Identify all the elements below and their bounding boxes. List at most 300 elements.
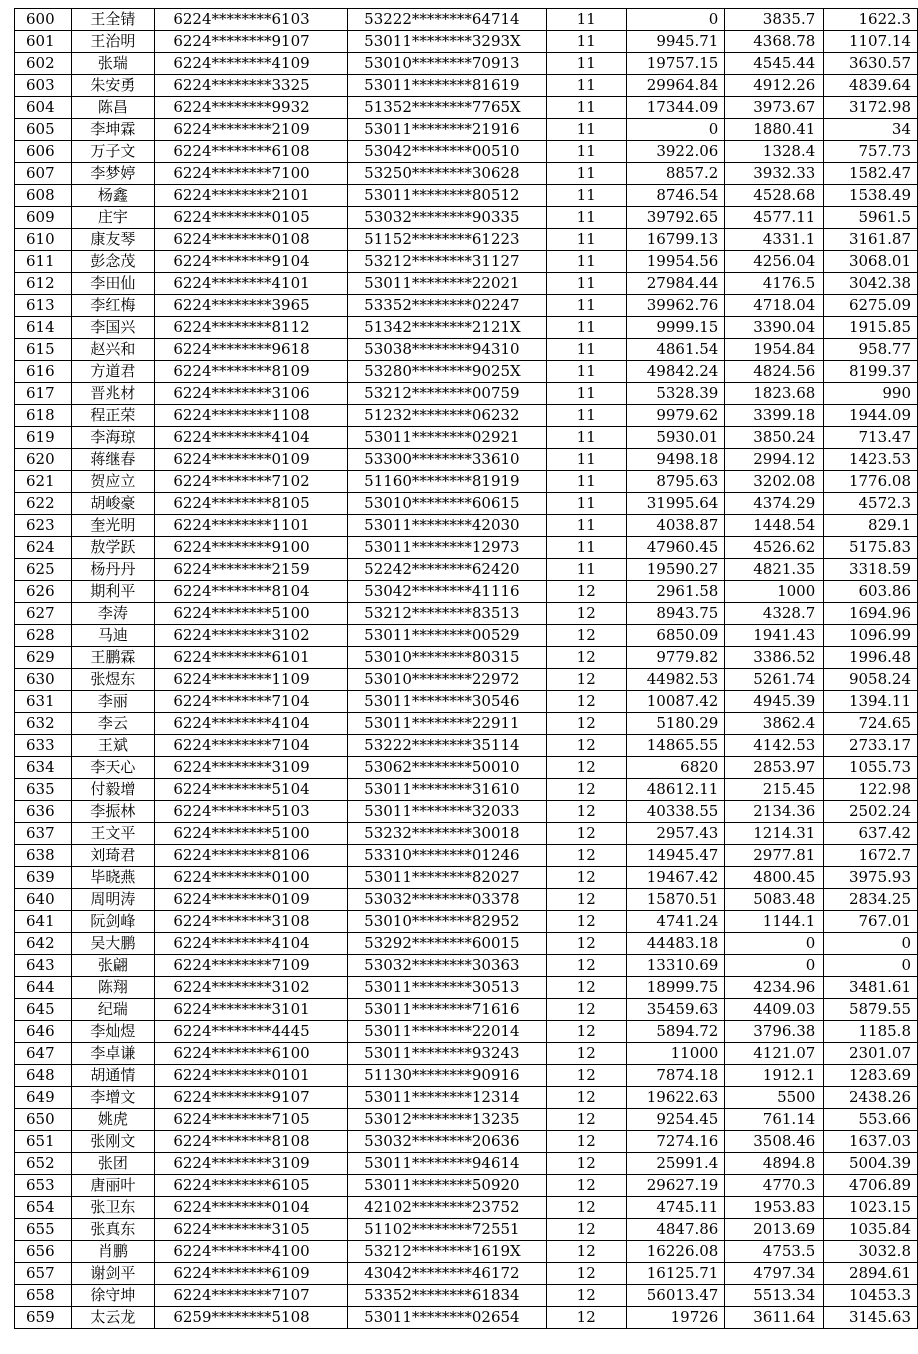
amount-2-cell: 4545.44 bbox=[725, 53, 824, 75]
row-number-cell: 652 bbox=[15, 1153, 72, 1175]
row-number-cell: 637 bbox=[15, 823, 72, 845]
amount-2-cell: 3835.7 bbox=[725, 9, 824, 31]
id-number-cell: 53250********30628 bbox=[348, 163, 547, 185]
amount-2-cell: 1328.4 bbox=[725, 141, 824, 163]
table-row bbox=[15, 779, 918, 801]
table-row bbox=[15, 757, 918, 779]
bank-card-number-cell: 6224********1108 bbox=[155, 405, 348, 427]
row-number-cell: 611 bbox=[15, 251, 72, 273]
table-row bbox=[15, 53, 918, 75]
amount-2-cell: 3202.08 bbox=[725, 471, 824, 493]
amount-3-cell: 8199.37 bbox=[824, 361, 918, 383]
amount-1-cell: 4038.87 bbox=[626, 515, 725, 537]
row-number-cell: 625 bbox=[15, 559, 72, 581]
id-number-cell: 53011********30546 bbox=[348, 691, 547, 713]
id-number-cell: 51102********72551 bbox=[348, 1219, 547, 1241]
amount-2-cell: 3611.64 bbox=[725, 1307, 824, 1329]
bank-card-number-cell: 6224********3325 bbox=[155, 75, 348, 97]
amount-1-cell: 5180.29 bbox=[626, 713, 725, 735]
row-number-cell: 645 bbox=[15, 999, 72, 1021]
amount-1-cell: 11000 bbox=[626, 1043, 725, 1065]
bank-card-number-cell: 6224********6108 bbox=[155, 141, 348, 163]
amount-1-cell: 39962.76 bbox=[626, 295, 725, 317]
person-name-cell: 蒋继春 bbox=[71, 449, 155, 471]
id-number-cell: 53222********35114 bbox=[348, 735, 547, 757]
amount-3-cell: 1107.14 bbox=[824, 31, 918, 53]
amount-3-cell: 1023.15 bbox=[824, 1197, 918, 1219]
amount-2-cell: 3862.4 bbox=[725, 713, 824, 735]
row-number-cell: 617 bbox=[15, 383, 72, 405]
row-number-cell: 627 bbox=[15, 603, 72, 625]
person-name-cell: 杨鑫 bbox=[71, 185, 155, 207]
person-name-cell: 李云 bbox=[71, 713, 155, 735]
amount-1-cell: 29627.19 bbox=[626, 1175, 725, 1197]
id-number-cell: 53212********00759 bbox=[348, 383, 547, 405]
group-number-cell: 11 bbox=[546, 537, 626, 559]
bank-card-number-cell: 6224********4101 bbox=[155, 273, 348, 295]
person-name-cell: 彭念茂 bbox=[71, 251, 155, 273]
bank-card-number-cell: 6224********8104 bbox=[155, 581, 348, 603]
person-name-cell: 张翩 bbox=[71, 955, 155, 977]
group-number-cell: 12 bbox=[546, 955, 626, 977]
amount-3-cell: 0 bbox=[824, 955, 918, 977]
person-name-cell: 奎光明 bbox=[71, 515, 155, 537]
amount-2-cell: 4945.39 bbox=[725, 691, 824, 713]
amount-3-cell: 3161.87 bbox=[824, 229, 918, 251]
row-number-cell: 609 bbox=[15, 207, 72, 229]
table-row bbox=[15, 31, 918, 53]
table-row bbox=[15, 75, 918, 97]
amount-1-cell: 2961.58 bbox=[626, 581, 725, 603]
bank-card-number-cell: 6224********6105 bbox=[155, 1175, 348, 1197]
id-number-cell: 53032********90335 bbox=[348, 207, 547, 229]
group-number-cell: 12 bbox=[546, 735, 626, 757]
bank-card-number-cell: 6224********5104 bbox=[155, 779, 348, 801]
person-name-cell: 张煜东 bbox=[71, 669, 155, 691]
row-number-cell: 633 bbox=[15, 735, 72, 757]
id-number-cell: 53011********02654 bbox=[348, 1307, 547, 1329]
group-number-cell: 12 bbox=[546, 625, 626, 647]
person-name-cell: 太云龙 bbox=[71, 1307, 155, 1329]
amount-1-cell: 6820 bbox=[626, 757, 725, 779]
table-row bbox=[15, 867, 918, 889]
bank-card-number-cell: 6224********0108 bbox=[155, 229, 348, 251]
amount-1-cell: 9254.45 bbox=[626, 1109, 725, 1131]
bank-card-number-cell: 6224********9932 bbox=[155, 97, 348, 119]
amount-1-cell: 16799.13 bbox=[626, 229, 725, 251]
bank-card-number-cell: 6224********2109 bbox=[155, 119, 348, 141]
person-name-cell: 程正荣 bbox=[71, 405, 155, 427]
id-number-cell: 53011********71616 bbox=[348, 999, 547, 1021]
bank-card-number-cell: 6224********3109 bbox=[155, 757, 348, 779]
amount-2-cell: 1912.1 bbox=[725, 1065, 824, 1087]
row-number-cell: 631 bbox=[15, 691, 72, 713]
table-row bbox=[15, 273, 918, 295]
amount-1-cell: 8795.63 bbox=[626, 471, 725, 493]
group-number-cell: 12 bbox=[546, 1043, 626, 1065]
row-number-cell: 636 bbox=[15, 801, 72, 823]
person-name-cell: 肖鹏 bbox=[71, 1241, 155, 1263]
id-number-cell: 53300********33610 bbox=[348, 449, 547, 471]
table-row bbox=[15, 1307, 918, 1329]
amount-2-cell: 3796.38 bbox=[725, 1021, 824, 1043]
amount-3-cell: 1055.73 bbox=[824, 757, 918, 779]
group-number-cell: 11 bbox=[546, 471, 626, 493]
table-row bbox=[15, 1241, 918, 1263]
table-row bbox=[15, 471, 918, 493]
id-number-cell: 53011********22021 bbox=[348, 273, 547, 295]
person-name-cell: 李涛 bbox=[71, 603, 155, 625]
amount-1-cell: 0 bbox=[626, 119, 725, 141]
group-number-cell: 12 bbox=[546, 823, 626, 845]
id-number-cell: 53011********12973 bbox=[348, 537, 547, 559]
group-number-cell: 11 bbox=[546, 317, 626, 339]
bank-card-number-cell: 6224********4109 bbox=[155, 53, 348, 75]
person-name-cell: 晋兆材 bbox=[71, 383, 155, 405]
table-row bbox=[15, 295, 918, 317]
table-row bbox=[15, 1087, 918, 1109]
bank-card-number-cell: 6224********0101 bbox=[155, 1065, 348, 1087]
bank-card-number-cell: 6224********0100 bbox=[155, 867, 348, 889]
bank-card-number-cell: 6224********0105 bbox=[155, 207, 348, 229]
row-number-cell: 622 bbox=[15, 493, 72, 515]
row-number-cell: 658 bbox=[15, 1285, 72, 1307]
table-row bbox=[15, 1065, 918, 1087]
person-name-cell: 王全锖 bbox=[71, 9, 155, 31]
bank-card-number-cell: 6224********7104 bbox=[155, 735, 348, 757]
row-number-cell: 632 bbox=[15, 713, 72, 735]
amount-3-cell: 1776.08 bbox=[824, 471, 918, 493]
group-number-cell: 11 bbox=[546, 273, 626, 295]
id-number-cell: 53010********22972 bbox=[348, 669, 547, 691]
amount-2-cell: 4577.11 bbox=[725, 207, 824, 229]
amount-3-cell: 4839.64 bbox=[824, 75, 918, 97]
bank-card-number-cell: 6224********5103 bbox=[155, 801, 348, 823]
person-name-cell: 王斌 bbox=[71, 735, 155, 757]
id-number-cell: 53010********60615 bbox=[348, 493, 547, 515]
group-number-cell: 12 bbox=[546, 647, 626, 669]
person-name-cell: 李梦婷 bbox=[71, 163, 155, 185]
row-number-cell: 612 bbox=[15, 273, 72, 295]
amount-1-cell: 16226.08 bbox=[626, 1241, 725, 1263]
table-row bbox=[15, 1021, 918, 1043]
amount-3-cell: 5004.39 bbox=[824, 1153, 918, 1175]
row-number-cell: 603 bbox=[15, 75, 72, 97]
row-number-cell: 650 bbox=[15, 1109, 72, 1131]
table-row bbox=[15, 493, 918, 515]
amount-3-cell: 713.47 bbox=[824, 427, 918, 449]
amount-3-cell: 1637.03 bbox=[824, 1131, 918, 1153]
amount-2-cell: 2134.36 bbox=[725, 801, 824, 823]
id-number-cell: 53352********61834 bbox=[348, 1285, 547, 1307]
amount-1-cell: 47960.45 bbox=[626, 537, 725, 559]
amount-2-cell: 2977.81 bbox=[725, 845, 824, 867]
table-row bbox=[15, 185, 918, 207]
bank-card-number-cell: 6224********4104 bbox=[155, 713, 348, 735]
id-number-cell: 53011********12314 bbox=[348, 1087, 547, 1109]
id-number-cell: 53222********64714 bbox=[348, 9, 547, 31]
person-name-cell: 李卓谦 bbox=[71, 1043, 155, 1065]
amount-1-cell: 5894.72 bbox=[626, 1021, 725, 1043]
amount-1-cell: 5930.01 bbox=[626, 427, 725, 449]
amount-1-cell: 40338.55 bbox=[626, 801, 725, 823]
row-number-cell: 608 bbox=[15, 185, 72, 207]
amount-1-cell: 8943.75 bbox=[626, 603, 725, 625]
amount-2-cell: 1823.68 bbox=[725, 383, 824, 405]
id-number-cell: 53032********30363 bbox=[348, 955, 547, 977]
group-number-cell: 11 bbox=[546, 449, 626, 471]
amount-1-cell: 2957.43 bbox=[626, 823, 725, 845]
table-row bbox=[15, 317, 918, 339]
bank-card-number-cell: 6224********9107 bbox=[155, 31, 348, 53]
amount-3-cell: 1944.09 bbox=[824, 405, 918, 427]
amount-1-cell: 44483.18 bbox=[626, 933, 725, 955]
id-number-cell: 52242********62420 bbox=[348, 559, 547, 581]
id-number-cell: 53280********9025X bbox=[348, 361, 547, 383]
bank-card-number-cell: 6224********3102 bbox=[155, 977, 348, 999]
row-number-cell: 642 bbox=[15, 933, 72, 955]
amount-3-cell: 1996.48 bbox=[824, 647, 918, 669]
amount-3-cell: 3975.93 bbox=[824, 867, 918, 889]
group-number-cell: 12 bbox=[546, 1153, 626, 1175]
group-number-cell: 12 bbox=[546, 691, 626, 713]
table-row bbox=[15, 911, 918, 933]
row-number-cell: 647 bbox=[15, 1043, 72, 1065]
bank-card-number-cell: 6224********0109 bbox=[155, 449, 348, 471]
amount-2-cell: 4821.35 bbox=[725, 559, 824, 581]
row-number-cell: 649 bbox=[15, 1087, 72, 1109]
row-number-cell: 635 bbox=[15, 779, 72, 801]
amount-3-cell: 1582.47 bbox=[824, 163, 918, 185]
person-name-cell: 王鹏霖 bbox=[71, 647, 155, 669]
amount-1-cell: 19757.15 bbox=[626, 53, 725, 75]
group-number-cell: 11 bbox=[546, 53, 626, 75]
id-number-cell: 53011********22911 bbox=[348, 713, 547, 735]
table-row bbox=[15, 977, 918, 999]
person-name-cell: 姚虎 bbox=[71, 1109, 155, 1131]
bank-card-number-cell: 6224********2159 bbox=[155, 559, 348, 581]
row-number-cell: 605 bbox=[15, 119, 72, 141]
row-number-cell: 656 bbox=[15, 1241, 72, 1263]
row-number-cell: 648 bbox=[15, 1065, 72, 1087]
id-number-cell: 53011********3293X bbox=[348, 31, 547, 53]
person-name-cell: 付毅增 bbox=[71, 779, 155, 801]
amount-1-cell: 14945.47 bbox=[626, 845, 725, 867]
amount-3-cell: 10453.3 bbox=[824, 1285, 918, 1307]
person-name-cell: 陈翔 bbox=[71, 977, 155, 999]
group-number-cell: 11 bbox=[546, 207, 626, 229]
row-number-cell: 643 bbox=[15, 955, 72, 977]
table-row bbox=[15, 229, 918, 251]
table-row bbox=[15, 625, 918, 647]
group-number-cell: 11 bbox=[546, 295, 626, 317]
group-number-cell: 11 bbox=[546, 163, 626, 185]
row-number-cell: 606 bbox=[15, 141, 72, 163]
group-number-cell: 12 bbox=[546, 845, 626, 867]
amount-3-cell: 757.73 bbox=[824, 141, 918, 163]
person-name-cell: 赵兴和 bbox=[71, 339, 155, 361]
id-number-cell: 53011********81619 bbox=[348, 75, 547, 97]
row-number-cell: 604 bbox=[15, 97, 72, 119]
amount-3-cell: 1185.8 bbox=[824, 1021, 918, 1043]
person-name-cell: 李红梅 bbox=[71, 295, 155, 317]
row-number-cell: 600 bbox=[15, 9, 72, 31]
amount-1-cell: 9498.18 bbox=[626, 449, 725, 471]
group-number-cell: 12 bbox=[546, 1021, 626, 1043]
person-name-cell: 康友琴 bbox=[71, 229, 155, 251]
table-row bbox=[15, 405, 918, 427]
bank-card-number-cell: 6224********3105 bbox=[155, 1219, 348, 1241]
table-row bbox=[15, 141, 918, 163]
id-number-cell: 53232********30018 bbox=[348, 823, 547, 845]
person-name-cell: 方道君 bbox=[71, 361, 155, 383]
group-number-cell: 11 bbox=[546, 493, 626, 515]
person-name-cell: 谢剑平 bbox=[71, 1263, 155, 1285]
amount-1-cell: 15870.51 bbox=[626, 889, 725, 911]
group-number-cell: 11 bbox=[546, 141, 626, 163]
amount-2-cell: 4142.53 bbox=[725, 735, 824, 757]
table-row bbox=[15, 845, 918, 867]
amount-3-cell: 5175.83 bbox=[824, 537, 918, 559]
group-number-cell: 11 bbox=[546, 97, 626, 119]
bank-card-number-cell: 6224********7107 bbox=[155, 1285, 348, 1307]
row-number-cell: 607 bbox=[15, 163, 72, 185]
group-number-cell: 12 bbox=[546, 779, 626, 801]
group-number-cell: 11 bbox=[546, 515, 626, 537]
amount-1-cell: 19622.63 bbox=[626, 1087, 725, 1109]
amount-2-cell: 1144.1 bbox=[725, 911, 824, 933]
amount-1-cell: 9979.62 bbox=[626, 405, 725, 427]
table-row bbox=[15, 339, 918, 361]
bank-card-number-cell: 6224********6100 bbox=[155, 1043, 348, 1065]
amount-2-cell: 2013.69 bbox=[725, 1219, 824, 1241]
group-number-cell: 12 bbox=[546, 867, 626, 889]
amount-3-cell: 958.77 bbox=[824, 339, 918, 361]
row-number-cell: 610 bbox=[15, 229, 72, 251]
data-table bbox=[14, 8, 918, 1329]
amount-1-cell: 6850.09 bbox=[626, 625, 725, 647]
person-name-cell: 庄宇 bbox=[71, 207, 155, 229]
group-number-cell: 11 bbox=[546, 119, 626, 141]
group-number-cell: 12 bbox=[546, 1197, 626, 1219]
bank-card-number-cell: 6224********2101 bbox=[155, 185, 348, 207]
amount-2-cell: 5083.48 bbox=[725, 889, 824, 911]
amount-2-cell: 4374.29 bbox=[725, 493, 824, 515]
amount-1-cell: 44982.53 bbox=[626, 669, 725, 691]
amount-3-cell: 3042.38 bbox=[824, 273, 918, 295]
amount-2-cell: 4121.07 bbox=[725, 1043, 824, 1065]
amount-1-cell: 10087.42 bbox=[626, 691, 725, 713]
amount-3-cell: 2438.26 bbox=[824, 1087, 918, 1109]
amount-3-cell: 1394.11 bbox=[824, 691, 918, 713]
amount-1-cell: 19954.56 bbox=[626, 251, 725, 273]
table-row bbox=[15, 1285, 918, 1307]
bank-card-number-cell: 6224********8105 bbox=[155, 493, 348, 515]
amount-2-cell: 5261.74 bbox=[725, 669, 824, 691]
amount-3-cell: 3318.59 bbox=[824, 559, 918, 581]
person-name-cell: 唐丽叶 bbox=[71, 1175, 155, 1197]
bank-card-number-cell: 6224********9100 bbox=[155, 537, 348, 559]
amount-1-cell: 48612.11 bbox=[626, 779, 725, 801]
group-number-cell: 12 bbox=[546, 669, 626, 691]
bank-card-number-cell: 6224********6101 bbox=[155, 647, 348, 669]
id-number-cell: 53212********1619X bbox=[348, 1241, 547, 1263]
id-number-cell: 53011********42030 bbox=[348, 515, 547, 537]
group-number-cell: 12 bbox=[546, 933, 626, 955]
person-name-cell: 吴大鹏 bbox=[71, 933, 155, 955]
person-name-cell: 马迪 bbox=[71, 625, 155, 647]
table-row bbox=[15, 581, 918, 603]
row-number-cell: 623 bbox=[15, 515, 72, 537]
table-row bbox=[15, 383, 918, 405]
amount-3-cell: 34 bbox=[824, 119, 918, 141]
group-number-cell: 11 bbox=[546, 427, 626, 449]
group-number-cell: 12 bbox=[546, 581, 626, 603]
id-number-cell: 53011********00529 bbox=[348, 625, 547, 647]
bank-card-number-cell: 6224********0109 bbox=[155, 889, 348, 911]
amount-2-cell: 761.14 bbox=[725, 1109, 824, 1131]
id-number-cell: 53062********50010 bbox=[348, 757, 547, 779]
bank-card-number-cell: 6224********1101 bbox=[155, 515, 348, 537]
amount-3-cell: 1423.53 bbox=[824, 449, 918, 471]
row-number-cell: 618 bbox=[15, 405, 72, 427]
id-number-cell: 51152********61223 bbox=[348, 229, 547, 251]
bank-card-number-cell: 6224********4104 bbox=[155, 427, 348, 449]
amount-2-cell: 4176.5 bbox=[725, 273, 824, 295]
group-number-cell: 12 bbox=[546, 1131, 626, 1153]
group-number-cell: 12 bbox=[546, 999, 626, 1021]
group-number-cell: 12 bbox=[546, 757, 626, 779]
row-number-cell: 644 bbox=[15, 977, 72, 999]
bank-card-number-cell: 6224********9107 bbox=[155, 1087, 348, 1109]
group-number-cell: 12 bbox=[546, 1087, 626, 1109]
person-name-cell: 李海琼 bbox=[71, 427, 155, 449]
id-number-cell: 53011********02921 bbox=[348, 427, 547, 449]
amount-2-cell: 1941.43 bbox=[725, 625, 824, 647]
bank-card-number-cell: 6224********3109 bbox=[155, 1153, 348, 1175]
amount-2-cell: 1953.83 bbox=[725, 1197, 824, 1219]
bank-card-number-cell: 6224********6109 bbox=[155, 1263, 348, 1285]
row-number-cell: 628 bbox=[15, 625, 72, 647]
amount-2-cell: 4526.62 bbox=[725, 537, 824, 559]
id-number-cell: 51130********90916 bbox=[348, 1065, 547, 1087]
amount-1-cell: 29964.84 bbox=[626, 75, 725, 97]
id-number-cell: 51232********06232 bbox=[348, 405, 547, 427]
amount-1-cell: 3922.06 bbox=[626, 141, 725, 163]
row-number-cell: 630 bbox=[15, 669, 72, 691]
id-number-cell: 53292********60015 bbox=[348, 933, 547, 955]
person-name-cell: 胡峻豪 bbox=[71, 493, 155, 515]
person-name-cell: 李坤霖 bbox=[71, 119, 155, 141]
table-row bbox=[15, 1219, 918, 1241]
bank-card-number-cell: 6224********3102 bbox=[155, 625, 348, 647]
group-number-cell: 12 bbox=[546, 1307, 626, 1329]
table-row bbox=[15, 1153, 918, 1175]
amount-2-cell: 1000 bbox=[725, 581, 824, 603]
row-number-cell: 655 bbox=[15, 1219, 72, 1241]
table-row bbox=[15, 691, 918, 713]
bank-card-number-cell: 6224********8108 bbox=[155, 1131, 348, 1153]
bank-card-number-cell: 6224********5100 bbox=[155, 603, 348, 625]
table-row bbox=[15, 1043, 918, 1065]
amount-3-cell: 122.98 bbox=[824, 779, 918, 801]
amount-3-cell: 1096.99 bbox=[824, 625, 918, 647]
group-number-cell: 11 bbox=[546, 383, 626, 405]
amount-1-cell: 17344.09 bbox=[626, 97, 725, 119]
bank-card-number-cell: 6259********5108 bbox=[155, 1307, 348, 1329]
id-number-cell: 53038********94310 bbox=[348, 339, 547, 361]
person-name-cell: 李增文 bbox=[71, 1087, 155, 1109]
